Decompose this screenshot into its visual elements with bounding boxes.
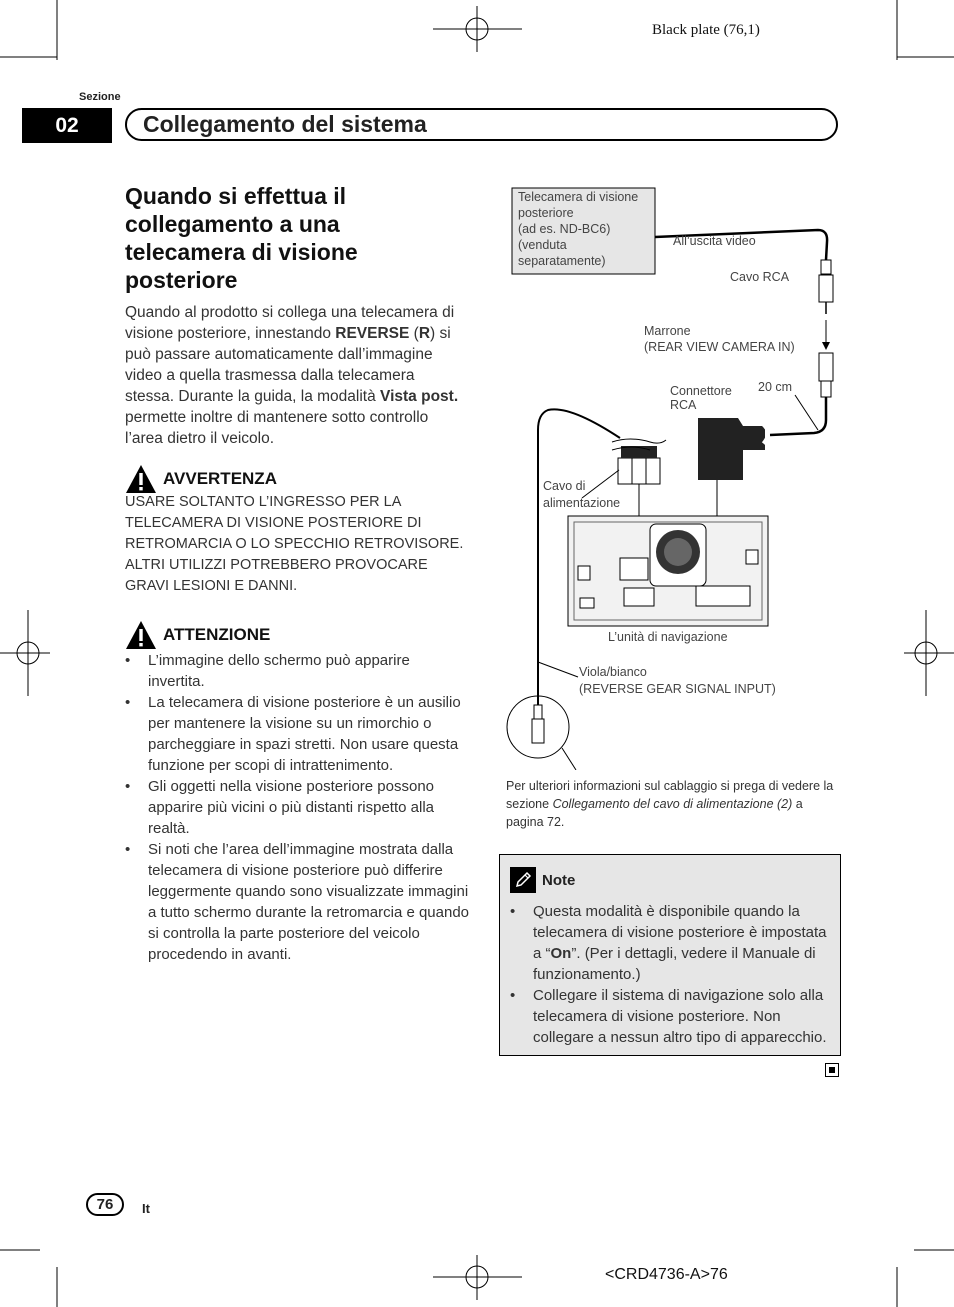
r-label: R: [418, 325, 431, 342]
page-number: 76: [86, 1193, 124, 1216]
plate-label: Black plate (76,1): [652, 22, 760, 38]
rca-plug-top: [821, 260, 831, 274]
rca-connector-label: [670, 384, 732, 412]
power-connector: [618, 458, 660, 484]
power-cable-label: [543, 478, 620, 512]
list-item: • L’immagine dello schermo può apparire invertita.: [125, 650, 470, 692]
warning-icon: [125, 620, 157, 650]
rca-jack: [819, 353, 833, 381]
note-text-1a: Questa modalità è disponibile quando la telecamera di visione posteriore è impostata a “: [533, 903, 827, 962]
violet-wire-label: [579, 664, 776, 698]
rca-cable-label: Cavo RCA: [730, 270, 790, 284]
reference-text-1: Per ulteriori informazioni sul cablaggio si prega di vedere la sezione: [506, 779, 834, 811]
note-heading: [510, 867, 830, 893]
list-item: • Collegare il sistema di navigazione solo alla telecamera di visione posteriore. Non collegare a nessun altro tipo di apparecchio.: [510, 985, 830, 1048]
intro-text-1: Quando al prodotto si collega una telecamera di visione posteriore, innestando: [125, 304, 455, 342]
intro-text-4: permette inoltre di mantenere sotto controllo l’area dietro il veicolo.: [125, 409, 429, 447]
violet-line: Viola/bianco: [579, 665, 647, 679]
camera-line: Telecamera di visione: [518, 190, 639, 204]
power-line: Cavo di: [543, 479, 586, 493]
list-item: • La telecamera di visione posteriore è un ausilio per mantenere la visione su un rimorchio o parcheggiare in spazi stretti. Non usare questa funzione per scopi di intrattenimento.: [125, 692, 470, 776]
pencil-icon: [510, 867, 536, 893]
caution-block: [125, 620, 470, 965]
note-title: Note: [542, 871, 576, 889]
power-line: alimentazione: [543, 496, 621, 510]
length-label: 20 cm: [758, 380, 793, 394]
vista-label: Vista post.: [380, 388, 459, 405]
camera-label: [518, 189, 638, 269]
wiring-diagram: [500, 180, 841, 770]
caution-list: [125, 650, 470, 965]
violet-line: (REVERSE GEAR SIGNAL INPUT): [579, 682, 776, 696]
list-item: [510, 901, 830, 985]
page-heading: Quando si effettua il collegamento a una telecamera di visione posteriore: [125, 183, 358, 293]
section-number: 02: [22, 108, 112, 143]
reference-link: Collegamento del cavo di alimentazione (2): [552, 797, 793, 811]
section-title: [125, 108, 838, 141]
intro-text-2: (: [409, 325, 419, 342]
document-code: <CRD4736-A>76: [605, 1266, 728, 1283]
caution-heading: [125, 620, 470, 650]
brown-wire-label: [644, 323, 795, 355]
end-mark-icon: [825, 1063, 839, 1077]
camera-line: (venduta: [518, 238, 567, 252]
note-list: [510, 901, 830, 1048]
warning-icon: [125, 464, 157, 494]
rca-connector-line: RCA: [670, 398, 697, 412]
warning-heading: [125, 464, 470, 494]
camera-line: separatamente): [518, 254, 606, 268]
reference-text-2: a pagina 72.: [506, 797, 803, 829]
warning-text: USARE SOLTANTO L’INGRESSO PER LA TELECAMERA DI VISIONE POSTERIORE DI RETROMARCIA O LO SPECCHIO RETROVISORE. ALTRI UTILIZZI POTREBBERO PROVOCARE GRAVI LESIONI E DANNI.: [125, 494, 464, 594]
arrow-icon: [822, 342, 830, 350]
section-title-text: Collegamento del sistema: [143, 111, 427, 137]
rca-connector: [698, 418, 765, 480]
brown-line: Marrone: [644, 324, 691, 338]
reference-text: [506, 777, 841, 831]
warning-title: AVVERTENZA: [163, 469, 277, 488]
section-label: Sezione: [79, 91, 121, 103]
brown-line: (REAR VIEW CAMERA IN): [644, 340, 795, 354]
nav-unit-label: L’unità di navigazione: [608, 630, 728, 644]
language-code: It: [142, 1201, 150, 1216]
caution-title: ATTENZIONE: [163, 625, 271, 644]
note-box: [499, 854, 841, 1056]
list-item: • Gli oggetti nella visione posteriore possono apparire più vicini o più distanti rispetto alla realtà.: [125, 776, 470, 839]
rca-connector-line: Connettore: [670, 384, 732, 398]
on-label: On: [550, 945, 572, 962]
intro-paragraph: [125, 302, 465, 449]
warning-block: [125, 464, 470, 597]
reverse-label: REVERSE: [335, 325, 410, 342]
camera-line: posteriore: [518, 206, 574, 220]
camera-line: (ad es. ND-BC6): [518, 222, 611, 236]
intro-text-3: ) si può passare automaticamente dall’immagine video a quella trasmessa dalla telecamera stessa. Durante la guida, la modalità: [125, 325, 451, 405]
video-out-label: All’uscita video: [673, 234, 756, 248]
list-item: • Si noti che l’area dell’immagine mostrata dalla telecamera di visione posteriore può differire leggermente quando sono visualizzate immagini a tutto schermo durante la retromarcia e quando si controlla la parte posteriore del veicolo procedendo in avanti.: [125, 839, 470, 965]
rca-plug: [819, 275, 833, 302]
note-text-1c: ”. (Per i dettagli, vedere il Manuale di funzionamento.): [533, 945, 816, 983]
